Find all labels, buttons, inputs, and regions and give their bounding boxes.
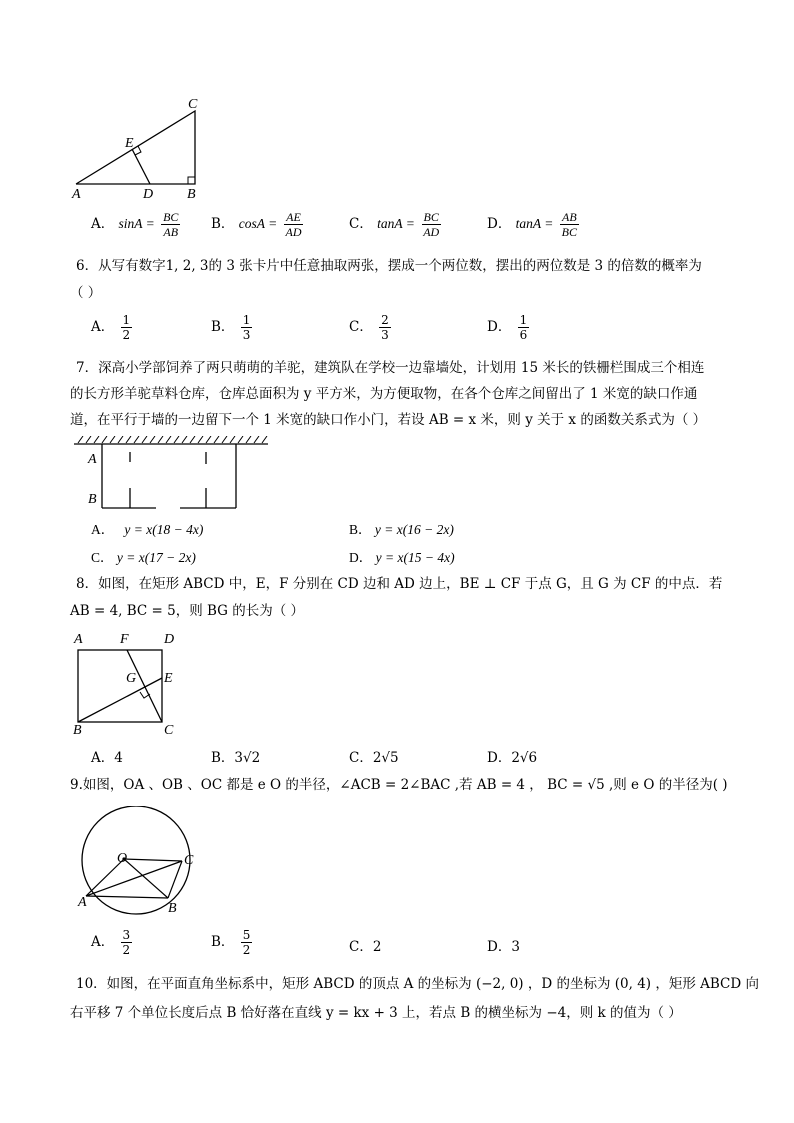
option-fraction: $\frac{2}{3}$	[381, 313, 389, 342]
q7-line-3: 道，在平行于墙的一边留下一个 1 米宽的缺口作小门，若设 AB = x 米，则 y 关于 x 的函数关系式为（ ）	[70, 412, 707, 428]
q9-option-b[interactable]	[211, 928, 254, 957]
option-expression: 3√2	[234, 750, 261, 766]
option-letter: C．	[91, 550, 114, 565]
q8-option-a[interactable]	[91, 746, 123, 766]
pen-figure	[72, 436, 272, 516]
option-fraction: $\frac{AE}{AD}$	[285, 210, 302, 239]
option-letter: C．	[349, 939, 373, 955]
label-D: D	[143, 187, 154, 202]
label-D: D	[164, 632, 175, 647]
q5-option-b[interactable]	[211, 210, 306, 239]
q7-line-2: 的长方形羊驼草料仓库，仓库总面积为 y 平方米，为方便取物，在各个仓库之间留出了 1 米宽的缺口作通	[70, 386, 698, 402]
option-fraction: $\frac{BC}{AD}$	[423, 210, 440, 239]
label-A: A	[72, 187, 81, 202]
option-letter: A．	[91, 522, 115, 537]
q6-option-b[interactable]	[211, 313, 254, 342]
label-B: B	[168, 901, 177, 916]
q8-option-c[interactable]	[349, 746, 399, 766]
label-A: A	[88, 452, 97, 467]
option-letter: A．	[91, 319, 115, 335]
label-O: O	[117, 851, 128, 866]
option-fraction: $\frac{1}{2}$	[122, 313, 131, 342]
q8-option-d[interactable]	[487, 746, 537, 766]
option-fraction: $\frac{1}{6}$	[519, 313, 528, 342]
q9-option-d[interactable]	[487, 935, 520, 955]
option-letter: B．	[211, 934, 235, 950]
option-function: sinA =	[118, 216, 155, 231]
option-letter: B．	[211, 216, 235, 232]
q10-line-1: 10．如图，在平面直角坐标系中，矩形 ABCD 的顶点 A 的坐标为 (−2, 0) ，D 的坐标为 (0, 4) ，矩形 ABCD 向	[76, 976, 760, 992]
option-letter: C．	[349, 750, 373, 766]
option-letter: C．	[349, 319, 373, 335]
label-A: A	[74, 632, 83, 647]
q7-option-c[interactable]	[91, 546, 196, 566]
option-function: tanA =	[515, 216, 554, 231]
option-expression: y = x(16 − 2x)	[374, 522, 454, 537]
q7-option-d[interactable]	[349, 546, 455, 566]
q6-answer-paren: （ ）	[70, 285, 102, 301]
q6-option-d[interactable]	[487, 313, 531, 342]
q6-option-a[interactable]	[91, 313, 134, 342]
q9-option-a[interactable]	[91, 928, 134, 957]
option-fraction: $\frac{5}{2}$	[242, 928, 251, 957]
option-fraction: $\frac{BC}{AB}$	[163, 210, 179, 239]
q5-option-a[interactable]	[91, 210, 182, 239]
option-letter: A．	[91, 750, 115, 766]
option-letter: D．	[487, 319, 512, 335]
label-C: C	[188, 97, 198, 112]
q5-option-c[interactable]	[349, 210, 443, 239]
option-function: tanA =	[377, 216, 415, 231]
option-letter: A．	[91, 934, 115, 950]
q7-option-b[interactable]	[349, 518, 454, 538]
option-expression: 2√6	[511, 750, 538, 766]
q5-option-d[interactable]	[487, 210, 581, 239]
q6-option-c[interactable]	[349, 313, 393, 342]
label-E: E	[125, 136, 134, 151]
q8-option-b[interactable]	[211, 746, 260, 766]
option-expression: y = x(17 − 2x)	[116, 550, 196, 565]
option-letter: B．	[211, 319, 235, 335]
option-fraction: $\frac{1}{3}$	[242, 313, 251, 342]
q8-line-2: AB = 4, BC = 5，则 BG 的长为（ ）	[70, 603, 305, 619]
option-letter: D．	[487, 750, 512, 766]
option-expression: 4	[114, 750, 123, 766]
triangle-figure	[70, 92, 210, 202]
q9-line-1: 9.如图，OA 、OB 、OC 都是 e O 的半径，∠ACB = 2∠BAC ,若 AB = 4 ， BC = √5 ,则 e O 的半径为( )	[70, 777, 728, 793]
option-fraction: $\frac{AB}{BC}$	[561, 210, 578, 239]
q10-line-2: 右平移 7 个单位长度后点 B 恰好落在直线 y = kx + 3 上，若点 B 的横坐标为 −4，则 k 的值为（ ）	[70, 1005, 682, 1021]
q7-option-a[interactable]	[91, 518, 203, 538]
label-F: F	[120, 632, 129, 647]
option-expression: y = x(18 − 4x)	[124, 522, 204, 537]
option-expression: y = x(15 − 4x)	[375, 550, 455, 565]
rectangle-figure	[70, 628, 190, 738]
label-E: E	[164, 671, 173, 686]
option-expression: 2√5	[372, 750, 399, 766]
label-C: C	[184, 853, 194, 868]
label-B: B	[187, 187, 196, 202]
label-C: C	[164, 723, 174, 738]
q8-line-1: 8．如图，在矩形 ABCD 中，E，F 分别在 CD 边和 AD 边上，BE ⊥ CF 于点 G，且 G 为 CF 的中点．若	[76, 576, 723, 592]
option-function: cosA =	[238, 216, 278, 231]
option-letter: B．	[211, 750, 235, 766]
option-expression: 2	[372, 939, 382, 955]
option-letter: C．	[349, 216, 373, 232]
label-B: B	[73, 723, 82, 738]
circle-figure	[70, 806, 210, 916]
label-B: B	[88, 492, 97, 507]
option-letter: B．	[349, 522, 372, 537]
option-letter: D．	[349, 550, 373, 565]
q7-line-1: 7．深高小学部饲养了两只萌萌的羊驼，建筑队在学校一边靠墙处，计划用 15 米长的铁栅栏围成三个相连	[76, 360, 705, 376]
label-A: A	[78, 895, 87, 910]
option-expression: 3	[511, 939, 520, 955]
option-letter: D．	[487, 939, 512, 955]
option-letter: D．	[487, 216, 512, 232]
q6-question: 6．从写有数字1, 2, 3的 3 张卡片中任意抽取两张，摆成一个两位数，摆出的两位数是 3 的倍数的概率为	[76, 258, 702, 274]
q9-option-c[interactable]	[349, 935, 381, 955]
option-fraction: $\frac{3}{2}$	[122, 928, 131, 957]
option-letter: A．	[91, 216, 115, 232]
label-G: G	[126, 671, 137, 686]
